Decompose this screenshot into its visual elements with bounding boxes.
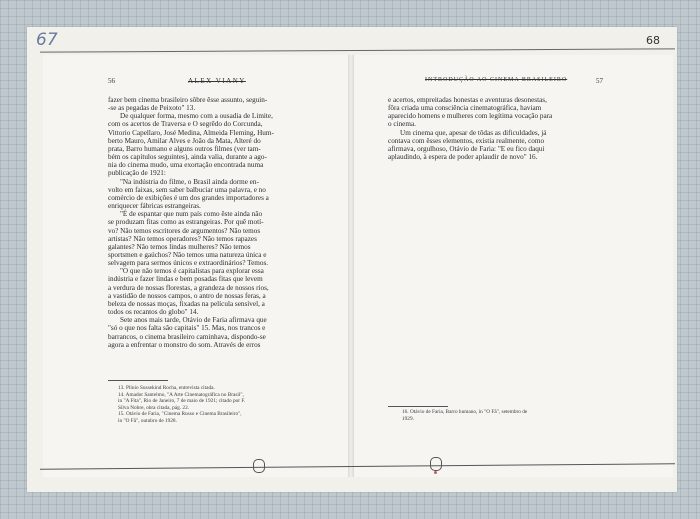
text-line: "É de espantar que num país como êste ainda não: [120, 210, 263, 219]
text-line: bém os capítulos seguintes), ainda valia, durante a ago-: [108, 153, 267, 162]
text-line: aplaudindo, à espera de poder aplaudir de novo" 16.: [388, 153, 538, 162]
footnote-line: 1929.: [402, 415, 414, 422]
text-line: De qualquer forma, mesmo com a ousadia de Limite,: [120, 112, 273, 121]
red-mark: [434, 471, 437, 474]
footnote-line: in "A Fita", Rio de Janeiro, 7 de maio de 1921; citado por F.: [118, 398, 246, 405]
left-page-number: 56: [108, 77, 115, 85]
footnote-line: 15. Otávio de Faria, "Cinema Russo e Cinema Brasileiro",: [118, 411, 242, 418]
right-page-number: 57: [596, 77, 603, 85]
text-line: vo? Não temos escritores de argumentos? Não temos: [108, 226, 261, 235]
clip-mark-left: [253, 459, 265, 473]
text-line: indústria e fazer lindas e bem posadas fitas que levem: [108, 275, 263, 284]
right-page-body: [388, 96, 610, 161]
text-line: aparecido homens e mulheres com legítima vocação para: [388, 112, 553, 121]
text-line: contava com êsses elementos, existia realmente, como: [388, 136, 545, 145]
text-line: agora a enfrentar o monstro do som. Através de erros: [108, 340, 261, 349]
left-footnotes: [108, 385, 336, 425]
footnote-line: 16. Otávio de Faria, Barro humano, in "O Fã", setembro de: [402, 409, 528, 415]
text-line: fazer bem cinema brasileiro sôbre êsse assunto, seguin-: [108, 96, 268, 104]
text-line: prata, Barro humano e alguns outros filmes (ver tam-: [108, 144, 261, 153]
clip-mark-right: [430, 457, 442, 471]
text-line: -se as pegadas de Peixoto" 13.: [108, 104, 196, 113]
text-line: "Na indústria do filme, o Brasil ainda dorme en-: [120, 177, 259, 186]
text-line: enriquecer fábricas estrangeiras.: [108, 202, 201, 211]
footnote-rule-right: [388, 406, 448, 407]
right-footnotes: [392, 409, 617, 422]
footnote-line: 14. Amador Santelmo, "A Arte Cinematográfica no Brasil",: [118, 391, 244, 398]
text-line: nia do cinema mudo, uma exortação encontrada numa: [108, 161, 264, 170]
text-line: barrancos, o cinema brasileiro caminhava, dispondo-se: [108, 332, 266, 341]
footnote-line: Silva Nobre, obra citada, pág. 22.: [118, 404, 190, 411]
text-line: galantes? Não temos lindas mulheres? Não temos: [108, 242, 251, 251]
text-line: publicação de 1921:: [108, 169, 166, 178]
text-line: todos os recantos do globo" 14.: [108, 308, 199, 317]
handwritten-page-mark-right: 68: [646, 34, 660, 47]
left-page-body: [108, 96, 333, 349]
text-line: Sete anos mais tarde, Otávio de Faria afirmava que: [120, 316, 267, 325]
text-line: beleza de nossas moças, fixadas na película sensível, a: [108, 299, 265, 308]
text-line: artistas? Não temos operadores? Não temos rapazes: [108, 234, 257, 243]
text-line: e acertos, empreitadas honestas e aventuras desonestas,: [388, 96, 547, 104]
text-line: berto Mauro, Amilar Alves e João da Mata, Alteré do: [108, 136, 261, 145]
text-line: a vastidão de nossos campos, o antro de nossas feras, a: [108, 291, 266, 300]
text-line: se produzam fitas como as estrangeiras. Por quê motí-: [108, 218, 264, 227]
text-line: Um cinema que, apesar de tôdas as dificuldades, já: [400, 128, 547, 137]
text-line: sportsmen e gaúchos? Não temos uma natureza única e: [108, 250, 267, 259]
footnote-rule-left: [108, 380, 168, 381]
footnote-line: 13. Plínio Sussekind Rocha, entrevista citada.: [118, 385, 215, 391]
text-line: o cinema.: [388, 120, 416, 129]
text-line: "O que não temos é capitalistas para explorar essa: [120, 267, 264, 276]
left-running-header: ALEX VIANY: [188, 77, 246, 85]
book-gutter: [348, 55, 354, 477]
text-line: com os acertos de Traversa e O segrêdo do Corcunda,: [108, 120, 263, 129]
footnote-line: in "O Fã", outubro de 1928.: [118, 417, 177, 424]
text-line: a verdura de nossas florestas, a grandeza de nossos rios,: [108, 283, 269, 292]
text-line: afirmava, orgulhoso, Otávio de Faria: "E eu fico daqui: [388, 144, 545, 153]
text-line: selvagem para sermos únicos e extraordinários? Temos.: [108, 259, 269, 268]
text-line: "só o que nos falta são capitais" 15. Mas, nos trancos e: [108, 324, 266, 333]
handwritten-page-mark-left: 67: [36, 30, 58, 50]
text-line: comércio de exibições é um dos grandes importadores a: [108, 193, 269, 202]
right-running-header: INTRODUÇÃO AO CINEMA BRASILEIRO: [425, 77, 568, 83]
text-line: fôra criada uma consciência cinematográfica, haviam: [388, 104, 542, 113]
text-line: volto em faixas, sem saber balbuciar uma palavra, e no: [108, 185, 266, 194]
text-line: Vittorio Capellaro, José Medina, Almeida Fleming, Hum-: [108, 128, 274, 137]
